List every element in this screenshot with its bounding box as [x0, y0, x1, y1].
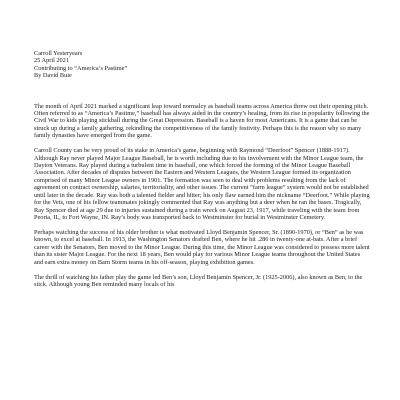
paragraph-intro: The month of April 2021 marked a significant leap toward normalcy as baseball teams across America threw out their opening pitch. Often referred to as “America’s Pastime,” baseball has always aided in the country’s healing, from its rise in popularity following the Civil War to kids playing stickball during the Great Depression. Baseball is a haven for most Americans. It is a game that can be struck up during a family gathering, rekindling the competitiveness of the family festivity. Perhaps this is the reason why so many family dynasties have emerged from the game.	[34, 102, 370, 140]
contribution-line: Contributing to “America’s Pastime”	[34, 64, 128, 72]
article-date: 25 April 2021	[34, 57, 69, 65]
document-page	[34, 50, 370, 296]
publication-name: Carroll Yesteryears	[34, 50, 83, 57]
paragraph-ben-spencer-sr: Perhaps watching the success of his older brother is what motivated Lloyd Benjamin Spencer, Sr. (1890-1970), or “Ben” as he was known, to excel at baseball. In 1913, the Washington Senators drafted Ben, where he hit .286 in twenty-one at-bats. After a brief career with the Senators, Ben moved to the Minor League. During this time, the Minor League was considered to possess more talent than its sister Major League. For the next 18 years, Ben would play for various Minor League teams throughout the United States and earn extra money on Barn Storm teams in his off-season, playing exhibition games.	[34, 228, 370, 266]
paragraph-ben-spencer-jr: The thrill of watching his father play the game led Ben’s son, Lloyd Benjamin Spencer, Jr. (1925-2006), also known as Ben, to the stick. Although young Ben reminded many locals of his	[34, 273, 363, 288]
byline: By David Buie	[34, 72, 72, 80]
article-header	[34, 50, 370, 80]
paragraph-raymond-spencer: Carroll County can be very proud of its stake in America’s game, beginning with Raymond “Deerfoot” Spencer (1888-1917). Although Ray never played Major League Baseball, he is worth including due to his involvement with the Minor League team, the Dayton Veterans. Ray played during a turbulent time in baseball, one which forced the forming of the Minor League Baseball Association. After decades of disputes between the Eastern and Western Leagues, the Western League formed its organization comprised of many Minor League owners in 1901. The formation was seen to deal with problems resulting from the lack of agreement on contract ownership, salaries, territoriality, and other issues. The current “farm league” system would not be established until later in the decade. Ray was both a talented fielder and hitter; his only flaw earned him the nickname “Deerfoot.” While playing for the Vets, one of his fellow teammates jokingly commented that Ray was anything but a deer when he ran the bases. Tragically, Ray Spencer died at age 29 due to injuries sustained during a train wreck on August 23, 1917, while traveling with the team from Peoria, IL, to Fort Wayne, IN. Ray’s body was transported back to Westminster for burial in Westminster Cemetery.	[34, 147, 370, 221]
